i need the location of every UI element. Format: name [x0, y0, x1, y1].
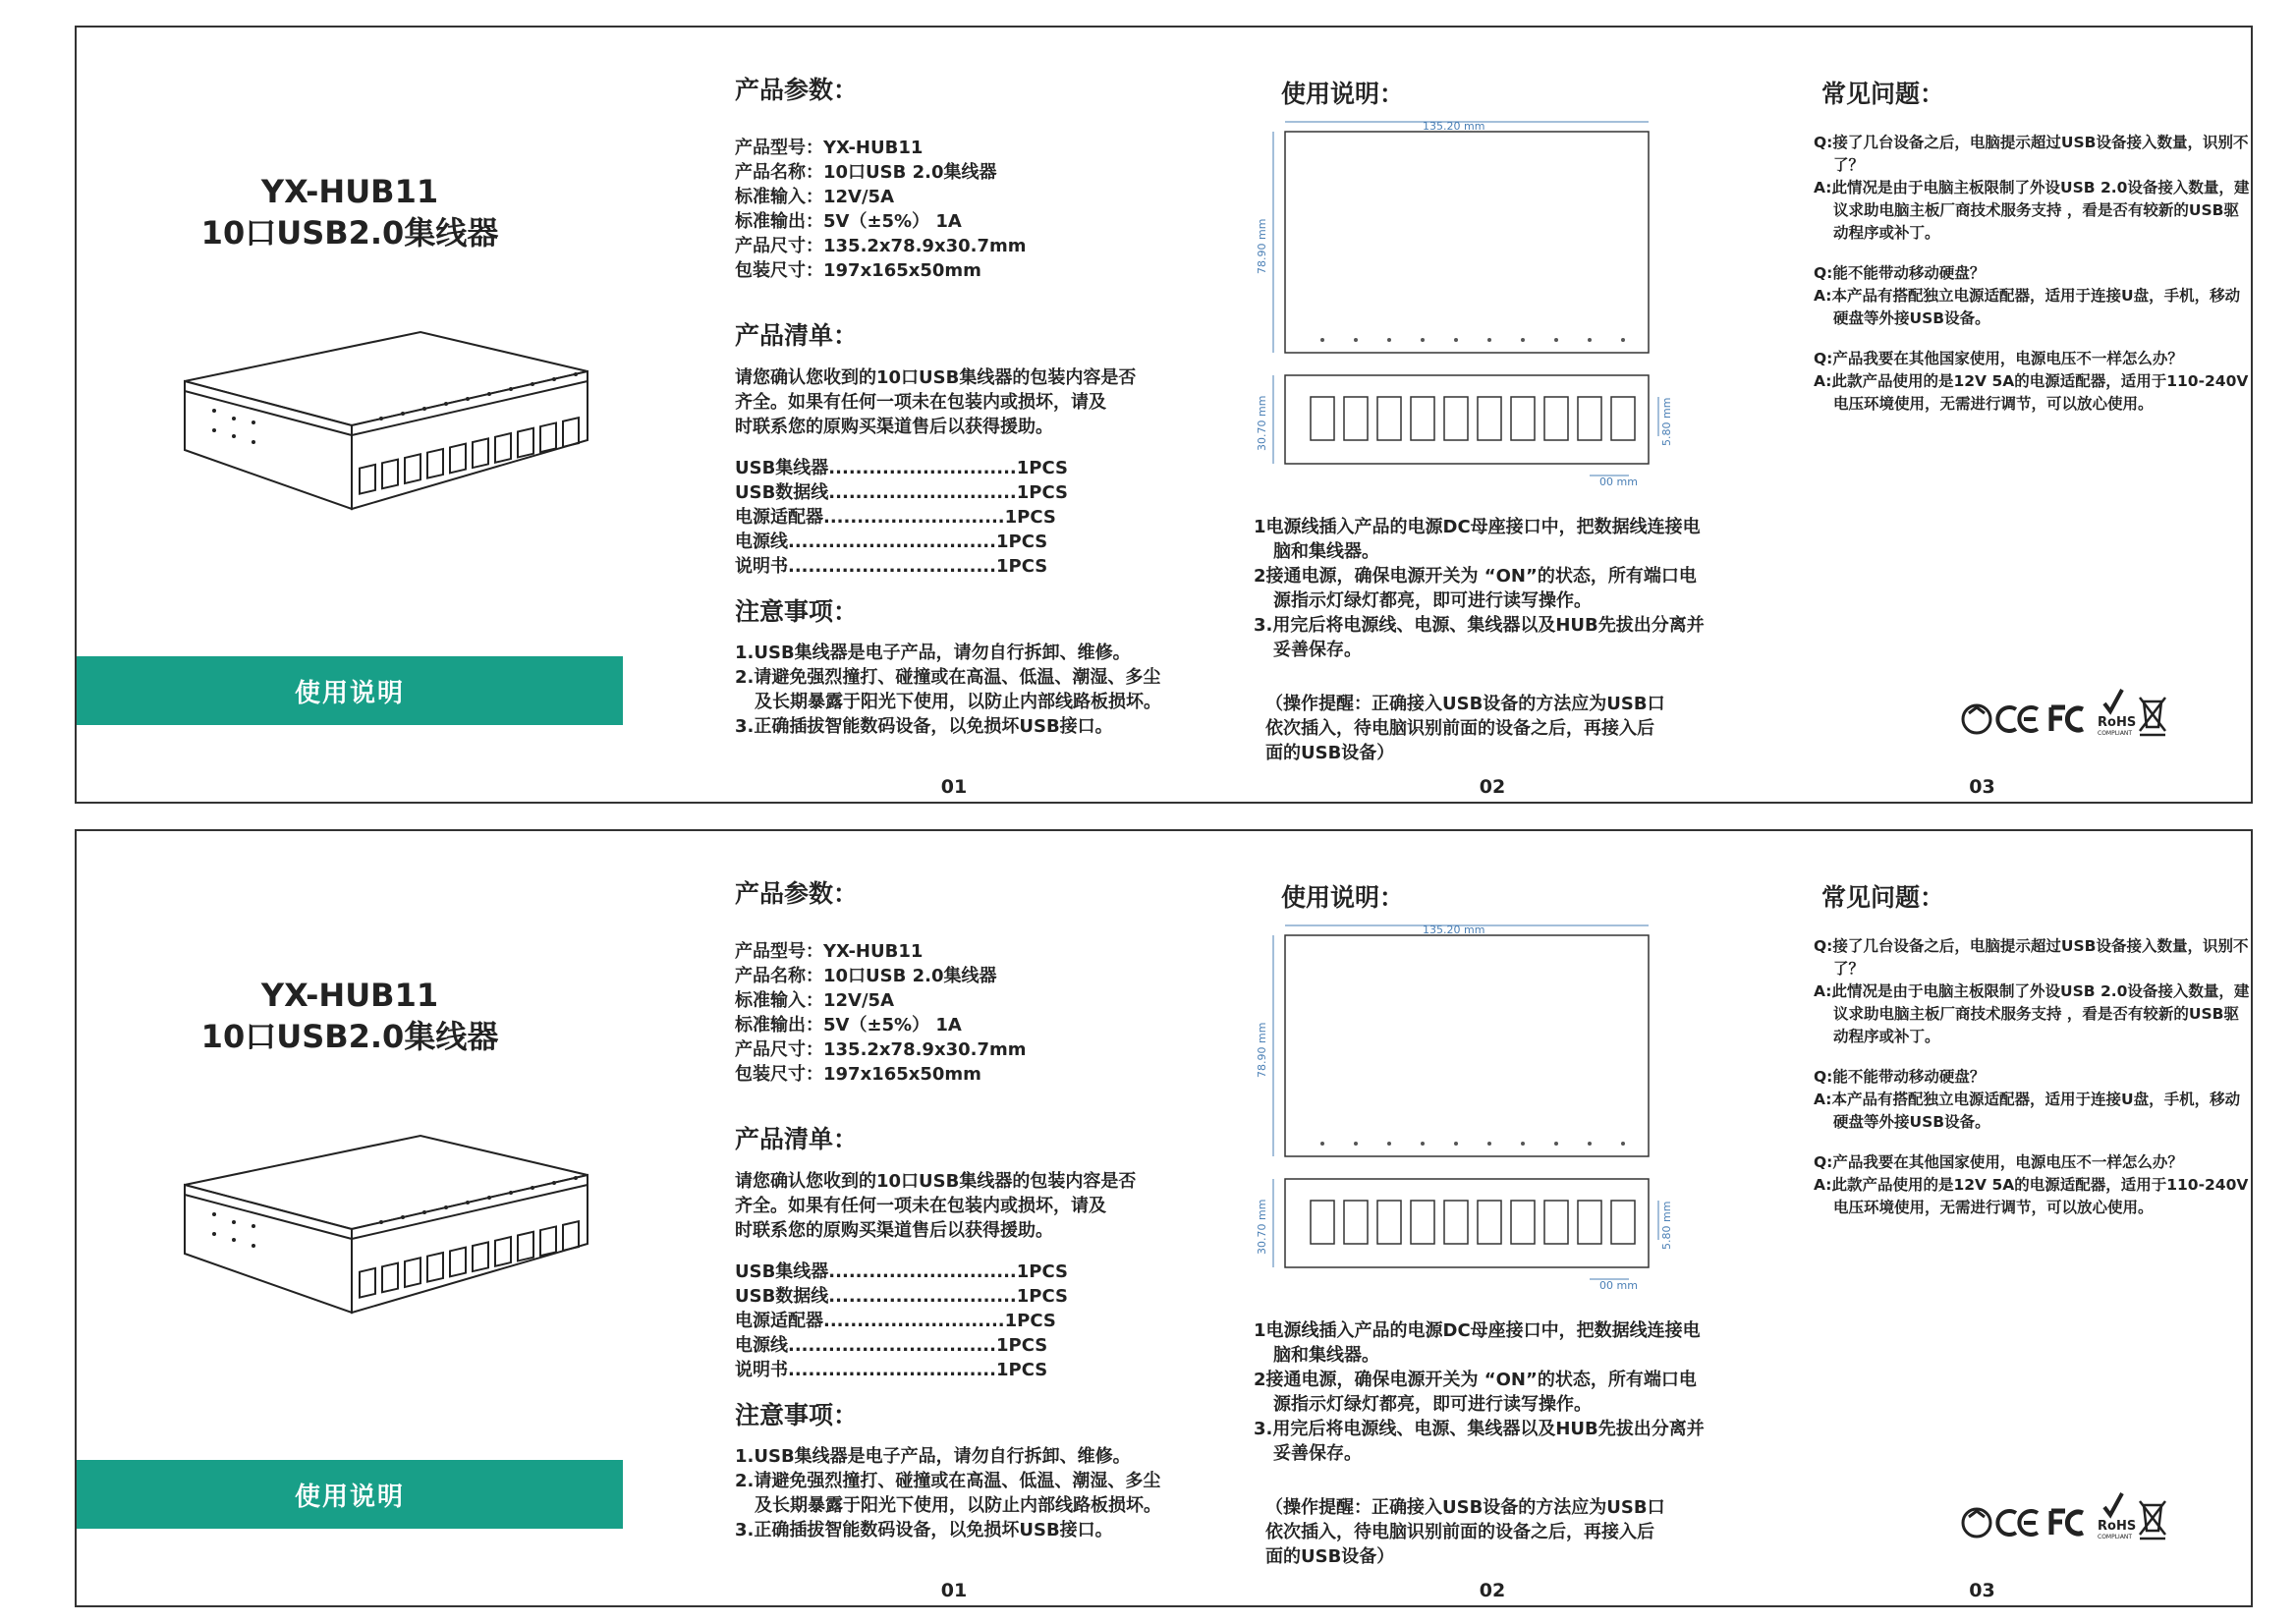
- usage-steps: [1254, 1318, 1706, 1466]
- usage-tip: [1265, 1495, 1665, 1569]
- packing-intro: [735, 365, 1136, 439]
- usb-hub-illustration: [175, 1116, 588, 1332]
- notes-list: [735, 641, 1167, 739]
- param-line: 产品型号：YX-HUB11: [735, 941, 924, 962]
- params-heading: 产品参数：: [735, 879, 859, 908]
- usage-step: 3.用完后将电源线、电源、集线器以及HUB先拔出分离并妥善保存。: [1254, 1419, 1705, 1464]
- cover-panel: [77, 831, 623, 1605]
- instruction-sheet: [75, 26, 2253, 804]
- page-number: 02: [1479, 776, 1506, 798]
- dim-depth: 30.70 mm: [1256, 395, 1268, 451]
- dimension-drawing: [1256, 112, 1673, 488]
- packing-item: USB集线器............................1PCS: [735, 1261, 1068, 1282]
- packing-item: 电源线...............................1PCS: [735, 532, 1048, 552]
- usage-tip-line: 依次插入，待电脑识别前面的设备之后，再接入后: [1265, 718, 1654, 739]
- param-line: 产品尺寸：135.2x78.9x30.7mm: [735, 1039, 1027, 1060]
- param-line: 标准输入：12V/5A: [735, 990, 895, 1011]
- params-panel: [623, 28, 1167, 802]
- packing-heading: 产品清单：: [735, 1125, 859, 1153]
- note-item: 3.正确插拔智能数码设备，以免损坏USB接口。: [735, 1520, 1113, 1540]
- param-line: 产品名称：10口USB 2.0集线器: [735, 162, 997, 183]
- faq-question: Q:接了几台设备之后，电脑提示超过USB设备接入数量，识别不了？: [1814, 134, 2249, 174]
- dim-height: 78.90 mm: [1256, 1022, 1268, 1078]
- param-line: 包装尺寸：197x165x50mm: [735, 260, 981, 281]
- usage-tip-line: 面的USB设备）: [1265, 743, 1395, 763]
- usage-heading: 使用说明：: [1281, 80, 1405, 108]
- certification-marks: [1957, 1484, 2183, 1556]
- note-item: 1.USB集线器是电子产品，请勿自行拆卸、维修。: [735, 1446, 1131, 1467]
- rohs-label: RoHS: [2098, 715, 2137, 730]
- usage-tip-line: （操作提醒：正确接入USB设备的方法应为USB口: [1265, 1497, 1665, 1518]
- usage-heading: 使用说明：: [1281, 883, 1405, 912]
- faq-list: [1814, 935, 2251, 1219]
- packing-intro-line: 齐全。如果有任何一项未在包装内或损坏，请及: [735, 1196, 1106, 1216]
- param-line: 产品尺寸：135.2x78.9x30.7mm: [735, 236, 1027, 256]
- note-item: 2.请避免强烈撞打、碰撞或在高温、低温、潮湿、多尘及长期暴露于阳光下使用，以防止内部线路板损坏。: [735, 1471, 1161, 1516]
- packing-intro-line: 时联系您的原购买渠道售后以获得援助。: [735, 1220, 1053, 1241]
- rohs-icon: [2098, 1493, 2136, 1540]
- page-number: 03: [1969, 1580, 1995, 1601]
- recycle-icon: [1963, 705, 1990, 733]
- usage-steps: [1254, 515, 1706, 662]
- product-title: 10口USB2.0集线器: [200, 1018, 499, 1055]
- instruction-sheet: [75, 829, 2253, 1607]
- faq-question: Q:接了几台设备之后，电脑提示超过USB设备接入数量，识别不了？: [1814, 937, 2249, 978]
- usage-step: 2接通电源，确保电源开关为 “ON”的状态，所有端口电源指示灯绿灯都亮，即可进行读写操作。: [1254, 566, 1697, 611]
- faq-heading: 常见问题：: [1821, 80, 1945, 108]
- weee-bin-icon: [2140, 1501, 2165, 1539]
- notes-list: [735, 1444, 1167, 1542]
- faq-question: Q:产品我要在其他国家使用，电源电压不一样怎么办？: [1814, 350, 2183, 367]
- packing-intro-line: 请您确认您收到的10口USB集线器的包装内容是否: [735, 1171, 1137, 1192]
- faq-answer: A:本产品有搭配独立电源适配器，适用于连接U盘，手机，移动硬盘等外接USB设备。: [1814, 287, 2241, 327]
- params-panel: [623, 831, 1167, 1605]
- ce-icon: [1997, 1511, 2038, 1535]
- faq-question: Q:能不能带动移动硬盘？: [1814, 264, 1986, 282]
- dimension-drawing: [1256, 916, 1673, 1292]
- packing-heading: 产品清单：: [735, 321, 859, 350]
- packing-intro: [735, 1169, 1136, 1243]
- usage-banner: 使用说明: [77, 656, 623, 725]
- rohs-compliant-label: COMPLIANT: [2098, 730, 2133, 737]
- param-line: 产品名称：10口USB 2.0集线器: [735, 966, 997, 986]
- packing-item: 电源适配器...........................1PCS: [735, 1311, 1056, 1331]
- ce-icon: [1997, 707, 2038, 731]
- usage-tip-line: 依次插入，待电脑识别前面的设备之后，再接入后: [1265, 1522, 1654, 1542]
- page-number: 03: [1969, 776, 1995, 798]
- param-line: 包装尺寸：197x165x50mm: [735, 1064, 981, 1085]
- usage-step: 3.用完后将电源线、电源、集线器以及HUB先拔出分离并妥善保存。: [1254, 615, 1705, 660]
- dim-height: 78.90 mm: [1256, 218, 1268, 274]
- packing-item: USB数据线............................1PCS: [735, 482, 1068, 503]
- usage-step: 1电源线插入产品的电源DC母座接口中，把数据线连接电脑和集线器。: [1254, 1320, 1701, 1366]
- packing-item: USB集线器............................1PCS: [735, 458, 1068, 478]
- faq-answer: A:此情况是由于电脑主板限制了外设USB 2.0设备接入数量，建议求助电脑主板厂商技术服务支持 ，看是否有较新的USB驱动程序或补丁。: [1814, 982, 2250, 1045]
- packing-item: 说明书...............................1PCS: [735, 556, 1048, 577]
- model-name: YX-HUB11: [260, 173, 439, 210]
- certification-marks: [1957, 680, 2183, 753]
- param-line: 产品型号：YX-HUB11: [735, 138, 924, 158]
- page-number: 01: [940, 1580, 968, 1601]
- usage-tip-line: 面的USB设备）: [1265, 1546, 1395, 1567]
- rohs-label: RoHS: [2098, 1519, 2137, 1534]
- usage-step: 2接通电源，确保电源开关为 “ON”的状态，所有端口电源指示灯绿灯都亮，即可进行读写操作。: [1254, 1370, 1697, 1415]
- dim-gap: 00 mm: [1599, 1279, 1638, 1292]
- packing-list: [735, 456, 1068, 579]
- weee-bin-icon: [2140, 698, 2165, 735]
- dim-width: 135.20 mm: [1423, 924, 1485, 936]
- packing-intro-line: 请您确认您收到的10口USB集线器的包装内容是否: [735, 367, 1137, 388]
- dim-port: 5.80 mm: [1660, 397, 1673, 446]
- cover-panel: [77, 28, 623, 802]
- rohs-icon: [2098, 690, 2136, 737]
- faq-panel: [1711, 28, 2253, 802]
- params-list: [735, 939, 1027, 1087]
- faq-answer: A:此情况是由于电脑主板限制了外设USB 2.0设备接入数量，建议求助电脑主板厂商技术服务支持 ，看是否有较新的USB驱动程序或补丁。: [1814, 179, 2250, 242]
- faq-question: Q:产品我要在其他国家使用，电源电压不一样怎么办？: [1814, 1153, 2183, 1171]
- usb-hub-illustration: [175, 312, 588, 529]
- packing-item: 电源线...............................1PCS: [735, 1335, 1048, 1356]
- page-number: 01: [940, 776, 968, 798]
- note-item: 3.正确插拔智能数码设备，以免损坏USB接口。: [735, 716, 1113, 737]
- packing-intro-line: 时联系您的原购买渠道售后以获得援助。: [735, 417, 1053, 437]
- packing-item: USB数据线............................1PCS: [735, 1286, 1068, 1307]
- usage-banner: 使用说明: [77, 1460, 623, 1529]
- usage-tip: [1265, 692, 1665, 765]
- usage-panel: [1167, 831, 1711, 1605]
- cover-title: [77, 975, 623, 1057]
- dim-gap: 00 mm: [1599, 476, 1638, 488]
- dim-port: 5.80 mm: [1660, 1201, 1673, 1250]
- faq-list: [1814, 132, 2251, 416]
- packing-item: 电源适配器...........................1PCS: [735, 507, 1056, 528]
- param-line: 标准输出：5V（±5%） 1A: [735, 1015, 962, 1036]
- faq-heading: 常见问题：: [1821, 883, 1945, 912]
- usage-panel: [1167, 28, 1711, 802]
- fc-icon: [2051, 1511, 2083, 1535]
- dim-width: 135.20 mm: [1423, 120, 1485, 133]
- params-list: [735, 136, 1027, 283]
- product-title: 10口USB2.0集线器: [200, 214, 499, 252]
- faq-question: Q:能不能带动移动硬盘？: [1814, 1068, 1986, 1086]
- packing-list: [735, 1260, 1068, 1382]
- recycle-icon: [1963, 1509, 1990, 1537]
- note-item: 1.USB集线器是电子产品，请勿自行拆卸、维修。: [735, 643, 1131, 663]
- note-item: 2.请避免强烈撞打、碰撞或在高温、低温、潮湿、多尘及长期暴露于阳光下使用，以防止内部线路板损坏。: [735, 667, 1161, 712]
- cover-title: [77, 171, 623, 253]
- faq-answer: A:此款产品使用的是12V 5A的电源适配器，适用于110-240V电压环境使用，无需进行调节，可以放心使用。: [1814, 1176, 2249, 1216]
- model-name: YX-HUB11: [260, 977, 439, 1014]
- param-line: 标准输出：5V（±5%） 1A: [735, 211, 962, 232]
- packing-item: 说明书...............................1PCS: [735, 1360, 1048, 1380]
- usage-step: 1电源线插入产品的电源DC母座接口中，把数据线连接电脑和集线器。: [1254, 517, 1701, 562]
- notes-heading: 注意事项：: [735, 597, 859, 626]
- params-heading: 产品参数：: [735, 76, 859, 104]
- rohs-compliant-label: COMPLIANT: [2098, 1534, 2133, 1540]
- faq-panel: [1711, 831, 2253, 1605]
- usage-tip-line: （操作提醒：正确接入USB设备的方法应为USB口: [1265, 694, 1665, 714]
- faq-answer: A:此款产品使用的是12V 5A的电源适配器，适用于110-240V电压环境使用，无需进行调节，可以放心使用。: [1814, 372, 2249, 413]
- page-number: 02: [1479, 1580, 1506, 1601]
- dim-depth: 30.70 mm: [1256, 1199, 1268, 1255]
- notes-heading: 注意事项：: [735, 1401, 859, 1429]
- faq-answer: A:本产品有搭配独立电源适配器，适用于连接U盘，手机，移动硬盘等外接USB设备。: [1814, 1091, 2241, 1131]
- param-line: 标准输入：12V/5A: [735, 187, 895, 207]
- fc-icon: [2051, 707, 2083, 731]
- packing-intro-line: 齐全。如果有任何一项未在包装内或损坏，请及: [735, 392, 1106, 413]
